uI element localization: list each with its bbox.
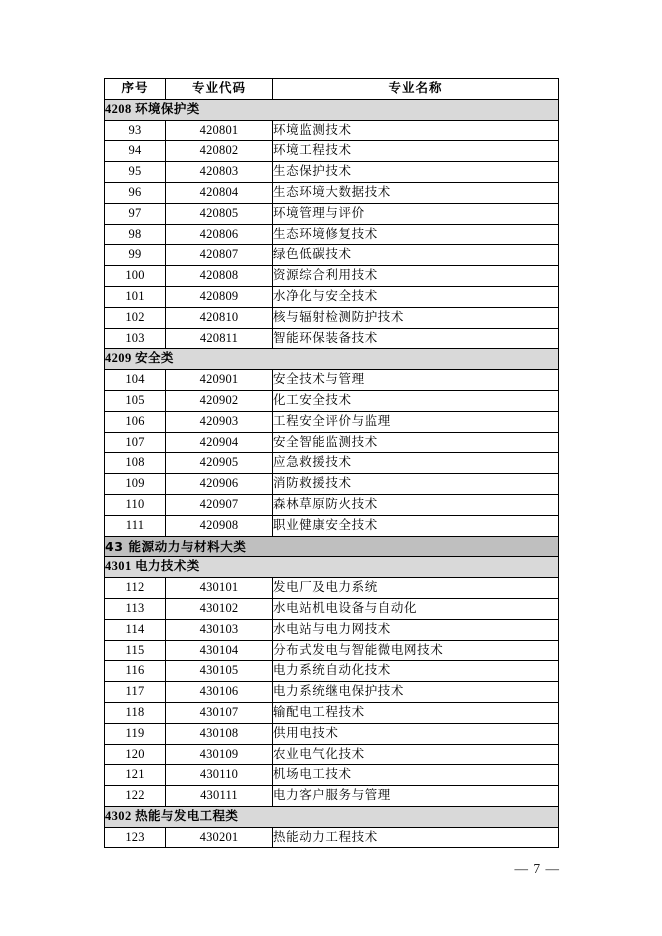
column-header-major-code: 专业代码 xyxy=(166,79,273,100)
cell-sequence: 117 xyxy=(105,682,166,703)
table-row xyxy=(105,224,559,245)
sub-category-label: 4209 安全类 xyxy=(105,349,559,370)
sub-category-label: 4208 环境保护类 xyxy=(105,99,559,120)
cell-sequence: 104 xyxy=(105,370,166,391)
cell-major-name: 绿色低碳技术 xyxy=(273,245,559,266)
sub-category-row xyxy=(105,99,559,120)
cell-sequence: 109 xyxy=(105,474,166,495)
table-row xyxy=(105,765,559,786)
table-row xyxy=(105,390,559,411)
cell-major-name: 资源综合利用技术 xyxy=(273,266,559,287)
cell-major-code: 420905 xyxy=(166,453,273,474)
cell-sequence: 103 xyxy=(105,328,166,349)
table-row xyxy=(105,640,559,661)
cell-sequence: 112 xyxy=(105,578,166,599)
table-row xyxy=(105,474,559,495)
cell-major-code: 430109 xyxy=(166,744,273,765)
sub-category-row xyxy=(105,349,559,370)
cell-major-code: 420805 xyxy=(166,203,273,224)
cell-major-code: 420904 xyxy=(166,432,273,453)
cell-major-name: 生态保护技术 xyxy=(273,162,559,183)
cell-major-code: 430102 xyxy=(166,598,273,619)
cell-sequence: 101 xyxy=(105,286,166,307)
cell-major-code: 420809 xyxy=(166,286,273,307)
table-row xyxy=(105,494,559,515)
cell-sequence: 115 xyxy=(105,640,166,661)
cell-major-name: 水净化与安全技术 xyxy=(273,286,559,307)
cell-major-code: 430107 xyxy=(166,702,273,723)
table-row xyxy=(105,432,559,453)
table-row xyxy=(105,744,559,765)
cell-major-name: 发电厂及电力系统 xyxy=(273,578,559,599)
page-number: — 7 — xyxy=(514,861,560,876)
cell-major-code: 420907 xyxy=(166,494,273,515)
cell-major-name: 工程安全评价与监理 xyxy=(273,411,559,432)
cell-major-code: 430103 xyxy=(166,619,273,640)
cell-major-code: 420802 xyxy=(166,141,273,162)
sub-category-row xyxy=(105,806,559,827)
major-category-label: 43 能源动力与材料大类 xyxy=(105,536,559,557)
cell-sequence: 102 xyxy=(105,307,166,328)
table-row xyxy=(105,702,559,723)
cell-major-code: 420901 xyxy=(166,370,273,391)
cell-major-name: 生态环境修复技术 xyxy=(273,224,559,245)
cell-sequence: 107 xyxy=(105,432,166,453)
cell-major-name: 智能环保装备技术 xyxy=(273,328,559,349)
cell-major-name: 热能动力工程技术 xyxy=(273,827,559,848)
table-row xyxy=(105,827,559,848)
cell-sequence: 108 xyxy=(105,453,166,474)
major-category-row xyxy=(105,536,559,557)
table-row xyxy=(105,328,559,349)
cell-major-name: 水电站机电设备与自动化 xyxy=(273,598,559,619)
cell-major-code: 430110 xyxy=(166,765,273,786)
cell-major-name: 供用电技术 xyxy=(273,723,559,744)
cell-sequence: 97 xyxy=(105,203,166,224)
table-row xyxy=(105,598,559,619)
cell-major-name: 消防救援技术 xyxy=(273,474,559,495)
cell-major-code: 430106 xyxy=(166,682,273,703)
cell-sequence: 122 xyxy=(105,786,166,807)
cell-major-code: 420902 xyxy=(166,390,273,411)
cell-major-code: 430101 xyxy=(166,578,273,599)
cell-major-code: 420810 xyxy=(166,307,273,328)
table-row xyxy=(105,453,559,474)
cell-major-code: 430104 xyxy=(166,640,273,661)
cell-major-code: 430108 xyxy=(166,723,273,744)
cell-sequence: 100 xyxy=(105,266,166,287)
table-row xyxy=(105,245,559,266)
table-body xyxy=(105,99,559,848)
table-row xyxy=(105,141,559,162)
cell-major-name: 电力客户服务与管理 xyxy=(273,786,559,807)
cell-major-code: 420808 xyxy=(166,266,273,287)
cell-sequence: 113 xyxy=(105,598,166,619)
cell-major-code: 420803 xyxy=(166,162,273,183)
table-row xyxy=(105,411,559,432)
table-row xyxy=(105,661,559,682)
table-row xyxy=(105,286,559,307)
major-catalog-table xyxy=(104,78,559,848)
table-row xyxy=(105,723,559,744)
cell-major-code: 420806 xyxy=(166,224,273,245)
cell-major-name: 化工安全技术 xyxy=(273,390,559,411)
cell-sequence: 93 xyxy=(105,120,166,141)
cell-major-name: 安全技术与管理 xyxy=(273,370,559,391)
cell-major-code: 420903 xyxy=(166,411,273,432)
table-header xyxy=(105,79,559,100)
cell-major-code: 420908 xyxy=(166,515,273,536)
cell-sequence: 110 xyxy=(105,494,166,515)
cell-sequence: 121 xyxy=(105,765,166,786)
cell-sequence: 96 xyxy=(105,182,166,203)
cell-major-code: 420804 xyxy=(166,182,273,203)
column-header-sequence: 序号 xyxy=(105,79,166,100)
sub-category-label: 4301 电力技术类 xyxy=(105,557,559,578)
cell-major-name: 生态环境大数据技术 xyxy=(273,182,559,203)
cell-major-name: 分布式发电与智能微电网技术 xyxy=(273,640,559,661)
cell-major-name: 水电站与电力网技术 xyxy=(273,619,559,640)
cell-major-code: 430105 xyxy=(166,661,273,682)
cell-major-code: 420811 xyxy=(166,328,273,349)
table-row xyxy=(105,266,559,287)
cell-major-name: 机场电工技术 xyxy=(273,765,559,786)
table-row xyxy=(105,162,559,183)
cell-major-name: 输配电工程技术 xyxy=(273,702,559,723)
cell-sequence: 118 xyxy=(105,702,166,723)
cell-sequence: 95 xyxy=(105,162,166,183)
cell-major-code: 430111 xyxy=(166,786,273,807)
cell-major-name: 电力系统继电保护技术 xyxy=(273,682,559,703)
cell-major-name: 森林草原防火技术 xyxy=(273,494,559,515)
table-row xyxy=(105,307,559,328)
cell-sequence: 120 xyxy=(105,744,166,765)
cell-sequence: 116 xyxy=(105,661,166,682)
cell-major-name: 应急救援技术 xyxy=(273,453,559,474)
cell-major-code: 420801 xyxy=(166,120,273,141)
table-row xyxy=(105,619,559,640)
cell-major-code: 420807 xyxy=(166,245,273,266)
table-row xyxy=(105,786,559,807)
cell-major-name: 电力系统自动化技术 xyxy=(273,661,559,682)
cell-sequence: 99 xyxy=(105,245,166,266)
cell-major-name: 环境工程技术 xyxy=(273,141,559,162)
table-row xyxy=(105,578,559,599)
cell-sequence: 114 xyxy=(105,619,166,640)
cell-sequence: 111 xyxy=(105,515,166,536)
cell-major-code: 420906 xyxy=(166,474,273,495)
cell-sequence: 123 xyxy=(105,827,166,848)
table-row xyxy=(105,515,559,536)
table-row xyxy=(105,203,559,224)
cell-major-name: 职业健康安全技术 xyxy=(273,515,559,536)
cell-major-name: 安全智能监测技术 xyxy=(273,432,559,453)
cell-major-code: 430201 xyxy=(166,827,273,848)
sub-category-label: 4302 热能与发电工程类 xyxy=(105,806,559,827)
cell-sequence: 119 xyxy=(105,723,166,744)
cell-major-name: 环境监测技术 xyxy=(273,120,559,141)
table-row xyxy=(105,182,559,203)
cell-sequence: 94 xyxy=(105,141,166,162)
table-row xyxy=(105,120,559,141)
table-row xyxy=(105,370,559,391)
cell-sequence: 105 xyxy=(105,390,166,411)
cell-sequence: 106 xyxy=(105,411,166,432)
table-header-row xyxy=(105,79,559,100)
table-row xyxy=(105,682,559,703)
cell-major-name: 农业电气化技术 xyxy=(273,744,559,765)
cell-major-name: 核与辐射检测防护技术 xyxy=(273,307,559,328)
cell-major-name: 环境管理与评价 xyxy=(273,203,559,224)
cell-sequence: 98 xyxy=(105,224,166,245)
column-header-major-name: 专业名称 xyxy=(273,79,559,100)
sub-category-row xyxy=(105,557,559,578)
